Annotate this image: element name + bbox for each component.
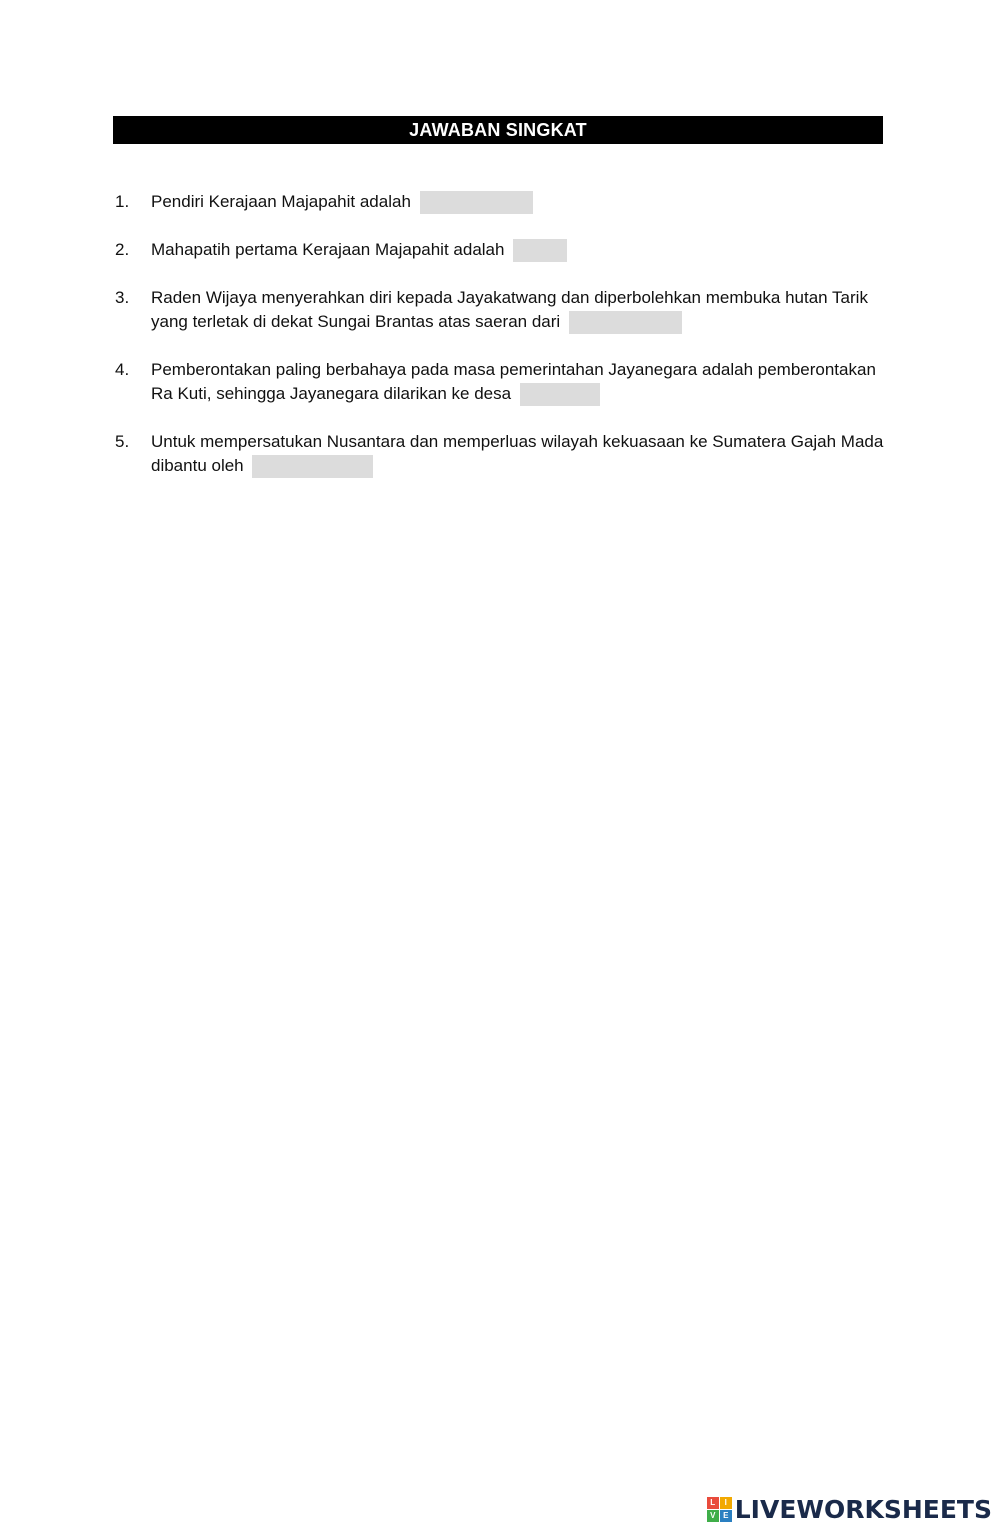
liveworksheets-logo-icon bbox=[707, 1497, 732, 1522]
question-number: 5. bbox=[115, 432, 130, 452]
worksheet-title: JAWABAN SINGKAT bbox=[113, 116, 883, 144]
answer-input-5[interactable] bbox=[252, 455, 373, 478]
question-text: Untuk mempersatukan Nusantara dan memperluas wilayah kekuasaan ke Sumatera Gajah Mada dibantu oleh bbox=[151, 432, 884, 476]
question-item bbox=[115, 238, 885, 262]
logo-text: LIVEWORKSHEETS bbox=[734, 1494, 992, 1524]
logo-letter: E bbox=[720, 1510, 732, 1522]
answer-input-1[interactable] bbox=[420, 191, 533, 214]
question-item bbox=[115, 358, 885, 406]
question-number: 3. bbox=[115, 288, 130, 308]
answer-input-3[interactable] bbox=[569, 311, 682, 334]
question-number: 2. bbox=[115, 240, 130, 260]
question-item bbox=[115, 430, 885, 478]
question-number: 1. bbox=[115, 192, 130, 211]
logo-letter: L bbox=[707, 1497, 719, 1509]
question-list bbox=[115, 190, 885, 502]
question-text: Raden Wijaya menyerahkan diri kepada Jayakatwang dan diperbolehkan membuka hutan Tarik yang terletak di dekat Sungai Brantas atas saeran dari bbox=[151, 288, 868, 332]
answer-input-4[interactable] bbox=[520, 383, 600, 406]
question-text: Mahapatih pertama Kerajaan Majapahit adalah bbox=[151, 240, 505, 260]
question-text: Pemberontakan paling berbahaya pada masa pemerintahan Jayanegara adalah pemberontakan Ra Kuti, sehingga Jayanegara dilarikan ke desa bbox=[151, 360, 876, 404]
question-item bbox=[115, 286, 885, 334]
question-item bbox=[115, 190, 885, 214]
answer-input-2[interactable] bbox=[513, 239, 567, 262]
logo-letter: V bbox=[707, 1510, 719, 1522]
question-number: 4. bbox=[115, 360, 130, 380]
liveworksheets-logo bbox=[707, 1494, 992, 1524]
logo-letter: I bbox=[720, 1497, 732, 1509]
question-text: Pendiri Kerajaan Majapahit adalah bbox=[151, 192, 411, 211]
